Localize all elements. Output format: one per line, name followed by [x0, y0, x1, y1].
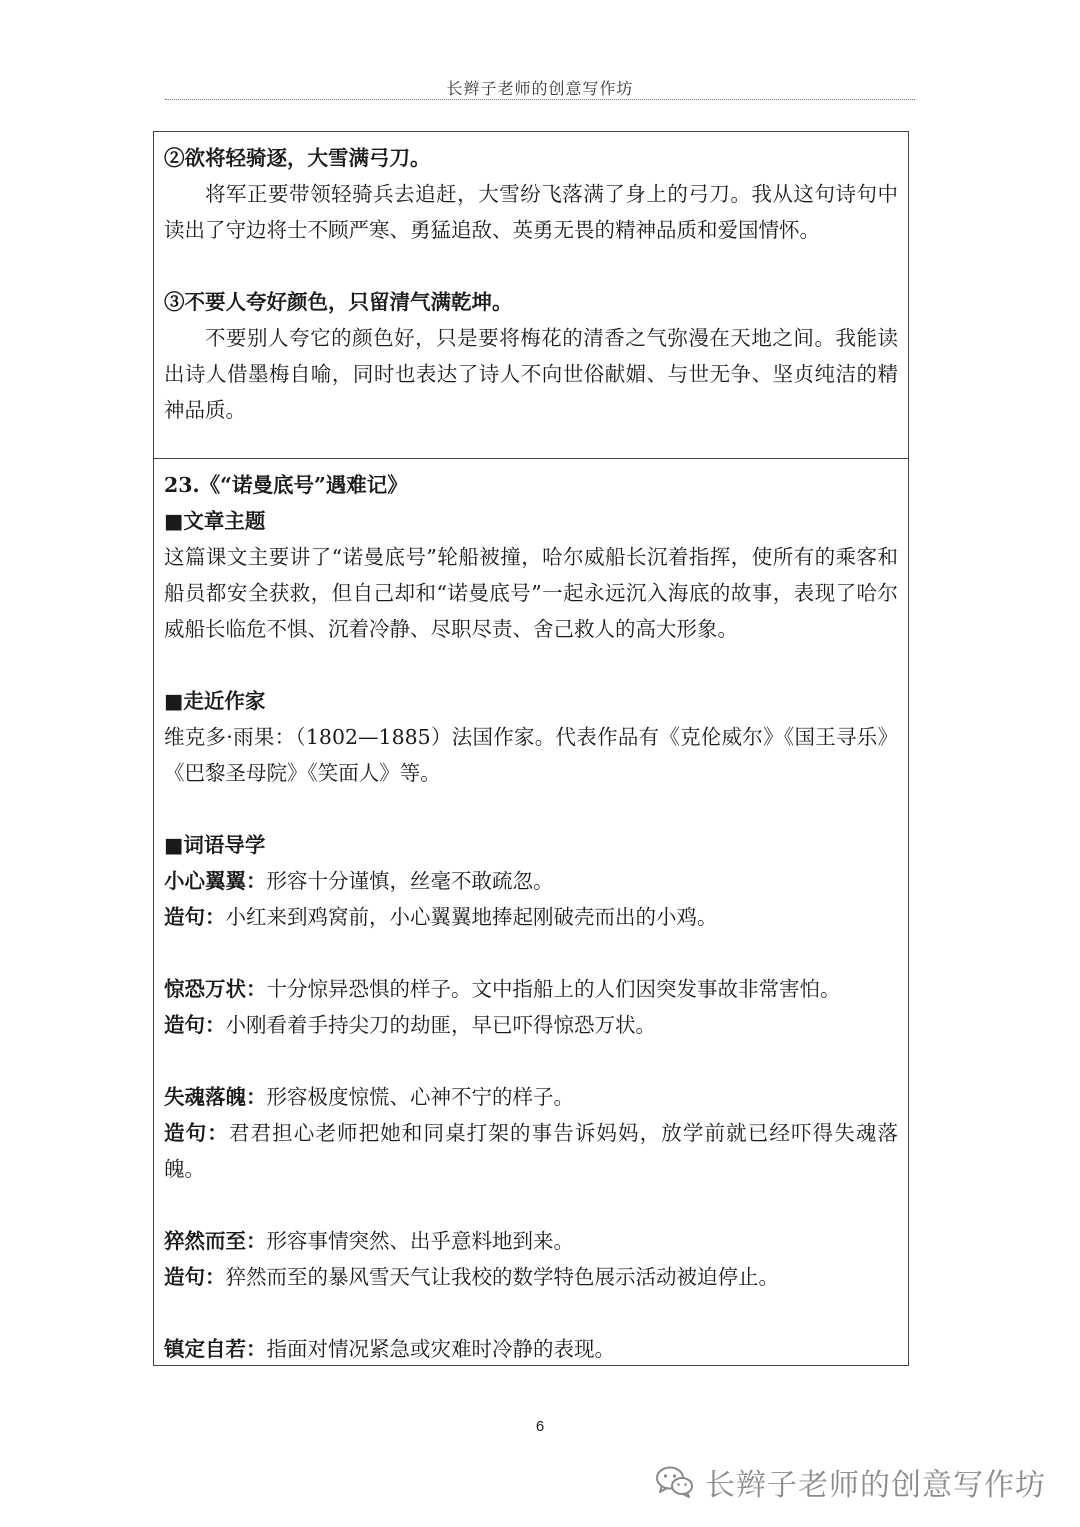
word-term: 惊恐万状： [164, 977, 267, 1001]
word-term: 镇定自若： [164, 1337, 267, 1361]
table-cell-poems [153, 131, 909, 459]
word-definition: 形容十分谨慎，丝毫不敢疏忽。 [266, 869, 554, 893]
page-number: 6 [535, 1418, 545, 1435]
word-definition: 十分惊异恐惧的样子。文中指船上的人们因突发事故非常害怕。 [266, 977, 841, 1001]
theme-heading: ■文章主题 [164, 509, 266, 533]
word-term: 猝然而至： [164, 1229, 267, 1253]
wechat-icon [655, 1465, 695, 1499]
word-example [164, 1115, 898, 1187]
word-term: 失魂落魄： [164, 1085, 267, 1109]
watermark [655, 1460, 1046, 1504]
theme-text: 这篇课文主要讲了“诺曼底号”轮船被撞，哈尔威船长沉着指挥，使所有的乘客和船员都安全获救，但自己却和“诺曼底号”一起永远沉入海底的故事，表现了哈尔威船长临危不惧、沉着冷静、尽职尽责、舍己救人的高大形象。 [164, 545, 898, 641]
word-entry [164, 1223, 898, 1259]
example-sentence: 猝然而至的暴风雪天气让我校的数学特色展示活动被迫停止。 [225, 1265, 779, 1289]
page-header: 长辫子老师的创意写作坊 [446, 79, 634, 98]
vocab-heading: ■词语导学 [164, 833, 266, 857]
word-entry [164, 1079, 898, 1115]
word-definition: 指面对情况紧急或灾难时冷静的表现。 [266, 1337, 615, 1361]
example-sentence: 君君担心老师把她和同桌打架的事告诉妈妈，放学前就已经吓得失魂落魄。 [164, 1121, 899, 1181]
word-definition: 形容事情突然、出乎意料地到来。 [266, 1229, 574, 1253]
poem-line-3-explanation: 不要别人夸它的颜色好，只是要将梅花的清香之气弥漫在天地之间。我能读出诗人借墨梅自喻，同时也表达了诗人不向世俗献媚、与世无争、坚贞纯洁的精神品质。 [164, 326, 898, 422]
sentence-label: 造句： [164, 1265, 226, 1289]
sentence-label: 造句： [164, 1121, 229, 1145]
poem-line-2-explanation: 将军正要带领轻骑兵去追赶，大雪纷飞落满了身上的弓刀。我从这句诗句中读出了守边将士不顾严寒、勇猛追敌、英勇无畏的精神品质和爱国情怀。 [164, 182, 898, 242]
example-sentence: 小红来到鸡窝前，小心翼翼地捧起刚破壳而出的小鸡。 [225, 905, 718, 929]
lesson-title: 23.《“诺曼底号”遇难记》 [164, 473, 408, 497]
poem-line-2: ②欲将轻骑逐，大雪满弓刀。 [164, 146, 431, 170]
word-term: 小心翼翼： [164, 869, 267, 893]
watermark-text: 长辫子老师的创意写作坊 [705, 1468, 1046, 1503]
author-heading: ■走近作家 [164, 689, 266, 713]
word-entry [164, 863, 898, 899]
header-divider [165, 99, 915, 100]
word-example [164, 1007, 898, 1043]
author-text: 维克多·雨果：（1802—1885）法国作家。代表作品有《克伦威尔》《国王寻乐》《巴黎圣母院》《笑面人》等。 [164, 725, 898, 785]
sentence-label: 造句： [164, 1013, 226, 1037]
poem-line-3: ③不要人夸好颜色，只留清气满乾坤。 [164, 290, 513, 314]
word-example [164, 1259, 898, 1295]
word-entry [164, 1331, 898, 1367]
word-example [164, 899, 898, 935]
table-cell-lesson-23 [153, 458, 909, 1366]
word-entry [164, 971, 898, 1007]
sentence-label: 造句： [164, 905, 226, 929]
example-sentence: 小刚看着手持尖刀的劫匪，早已吓得惊恐万状。 [225, 1013, 656, 1037]
word-definition: 形容极度惊慌、心神不宁的样子。 [266, 1085, 574, 1109]
